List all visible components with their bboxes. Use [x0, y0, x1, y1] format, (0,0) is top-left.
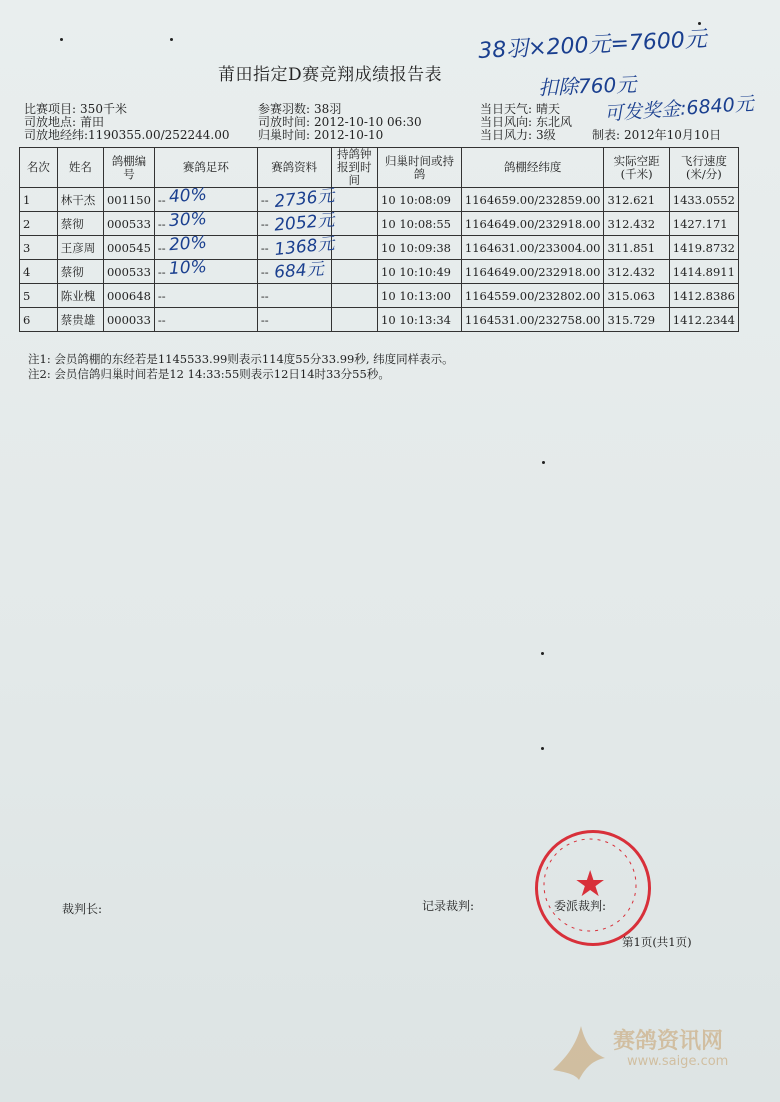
- info-value: 38羽: [314, 102, 342, 116]
- document-title: 莆田指定D赛竞翔成绩报告表: [218, 65, 443, 85]
- cell-ring: [154, 308, 257, 332]
- info-value: 东北风: [536, 115, 573, 129]
- cell-distance: 315.729: [604, 308, 669, 332]
- info-label: 制表:: [592, 128, 621, 142]
- assigned-referee-label: 委派裁判:: [554, 899, 607, 913]
- handwritten-prize-amount: 1368元: [273, 233, 336, 261]
- info-value: 莆田: [80, 115, 105, 129]
- info-label: 司放时间:: [258, 115, 311, 129]
- info-wind-force: [480, 128, 556, 142]
- note-2: 注2: 会员信鸽归巢时间若是12 14:33:55则表示12日14时33分55秒。: [28, 367, 390, 381]
- info-dash: --: [260, 240, 269, 255]
- cell-loft-coords: 1164631.00/233004.00: [461, 236, 604, 260]
- ring-dash: --: [157, 192, 166, 207]
- info-label: 参赛羽数:: [258, 102, 311, 116]
- scan-speck: [541, 652, 544, 655]
- table-header-row: [20, 148, 739, 188]
- ring-dash: --: [157, 216, 166, 231]
- info-return-time: [258, 128, 383, 142]
- info-label: 归巢时间:: [258, 128, 311, 142]
- results-table: [19, 147, 739, 332]
- ring-dash: --: [157, 312, 166, 327]
- info-entries: [258, 102, 341, 116]
- info-wind-direction: [480, 115, 572, 129]
- info-value: 3级: [536, 128, 556, 142]
- info-value: 晴天: [536, 102, 561, 116]
- cell-distance: 315.063: [604, 284, 669, 308]
- table-row: [20, 308, 739, 332]
- info-value: 2012-10-10 06:30: [314, 115, 422, 129]
- info-value: 2012年10月10日: [624, 128, 722, 142]
- note-1: 注1: 会员鸽棚的东经若是1145533.99则表示114度55分33.99秒, 纬度同样表示。: [28, 352, 454, 366]
- cell-rank: 2: [20, 212, 58, 236]
- cell-ring: [154, 257, 257, 284]
- record-referee-label: 记录裁判:: [422, 899, 475, 913]
- scan-speck: [541, 747, 544, 750]
- ring-dash: --: [157, 288, 166, 303]
- info-release-coords: [24, 128, 230, 142]
- cell-loft: 000545: [103, 236, 154, 260]
- info-dash: --: [260, 312, 269, 327]
- cell-return-time: 10 10:08:09: [378, 188, 462, 212]
- pigeon-logo-icon: [545, 1018, 615, 1088]
- info-release-time: [258, 115, 422, 129]
- cell-loft-coords: 1164649.00/232918.00: [461, 212, 604, 236]
- info-value: 1190355.00/252244.00: [88, 128, 230, 142]
- info-label: 司放地点:: [24, 115, 77, 129]
- site-watermark: [545, 1018, 765, 1088]
- info-weather: [480, 102, 560, 116]
- cell-speed: 1419.8732: [669, 236, 738, 260]
- info-dash: --: [260, 216, 269, 231]
- info-label: 当日风力:: [480, 128, 533, 142]
- cell-clock-report: [331, 260, 378, 284]
- ring-dash: --: [157, 264, 166, 279]
- col-header-distance: 实际空距(千米): [604, 148, 669, 188]
- handwritten-prize-amount: 684元: [273, 259, 325, 283]
- cell-ring: [154, 232, 257, 260]
- info-release-place: [24, 115, 104, 129]
- cell-loft-coords: 1164559.00/232802.00: [461, 284, 604, 308]
- table-row: [20, 236, 739, 260]
- watermark-url: www.saige.com: [627, 1054, 729, 1069]
- cell-loft: 000533: [103, 260, 154, 284]
- scan-speck: [698, 22, 701, 25]
- col-header-name: 姓名: [57, 148, 103, 188]
- cell-info: [257, 308, 331, 332]
- table-row: [20, 284, 739, 308]
- cell-loft: 001150: [103, 188, 154, 212]
- cell-name: 陈业槐: [57, 284, 103, 308]
- info-value: 350千米: [80, 102, 127, 116]
- info-label: 当日风向:: [480, 115, 533, 129]
- handwritten-percent: 10%: [168, 257, 208, 279]
- cell-name: 蔡彻: [57, 212, 103, 236]
- handwritten-prize-amount: 2052元: [273, 210, 336, 236]
- table-row: [20, 260, 739, 284]
- cell-speed: 1412.2344: [669, 308, 738, 332]
- scan-speck: [60, 38, 63, 41]
- cell-return-time: 10 10:13:00: [378, 284, 462, 308]
- scan-speck: [542, 461, 545, 464]
- cell-clock-report: [331, 236, 378, 260]
- handwritten-percent: 40%: [168, 184, 208, 208]
- cell-distance: 312.432: [604, 260, 669, 284]
- col-header-speed: 飞行速度(米/分): [669, 148, 738, 188]
- info-dash: --: [260, 192, 269, 207]
- cell-speed: 1433.0552: [669, 188, 738, 212]
- cell-distance: 312.432: [604, 212, 669, 236]
- ring-dash: --: [157, 240, 166, 255]
- page-number: 第1页(共1页): [622, 935, 692, 949]
- cell-rank: 4: [20, 260, 58, 284]
- col-header-info: 赛鸽资料: [257, 148, 331, 188]
- col-header-return: 归巢时间或持鸽: [378, 148, 462, 188]
- cell-distance: 311.851: [604, 236, 669, 260]
- cell-loft-coords: 1164531.00/232758.00: [461, 308, 604, 332]
- col-header-ring: 赛鸽足环: [154, 148, 257, 188]
- cell-return-time: 10 10:09:38: [378, 236, 462, 260]
- cell-clock-report: [331, 308, 378, 332]
- handwritten-percent: 20%: [168, 232, 208, 256]
- info-label: 当日天气:: [480, 102, 533, 116]
- info-prepared-date: [592, 128, 721, 142]
- info-label: 司放地经纬:: [24, 128, 89, 142]
- cell-rank: 1: [20, 188, 58, 212]
- cell-rank: 5: [20, 284, 58, 308]
- cell-loft-coords: 1164659.00/232859.00: [461, 188, 604, 212]
- table-row: [20, 188, 739, 212]
- cell-distance: 312.621: [604, 188, 669, 212]
- cell-name: 蔡彻: [57, 260, 103, 284]
- scan-speck: [170, 38, 173, 41]
- cell-return-time: 10 10:13:34: [378, 308, 462, 332]
- info-dash: --: [260, 288, 269, 303]
- handwritten-total: 38羽×200元=7600元: [477, 27, 708, 64]
- cell-speed: 1427.171: [669, 212, 738, 236]
- info-value: 2012-10-10: [314, 128, 384, 142]
- cell-loft: 000533: [103, 212, 154, 236]
- handwritten-prize-amount: 2736元: [273, 185, 336, 213]
- cell-name: 蔡贵雄: [57, 308, 103, 332]
- col-header-clock: 持鸽钟报到时间: [331, 148, 378, 188]
- cell-info: [257, 260, 331, 284]
- cell-ring: [154, 184, 257, 212]
- watermark-text: 赛鸽资讯网: [613, 1029, 724, 1054]
- handwritten-percent: 30%: [168, 209, 208, 231]
- col-header-loft: 鸽棚编号: [103, 148, 154, 188]
- table-row: [20, 212, 739, 236]
- handwritten-prize: 可发奖金:6840元: [603, 92, 755, 126]
- cell-rank: 3: [20, 236, 58, 260]
- cell-name: 王彦周: [57, 236, 103, 260]
- cell-speed: 1412.8386: [669, 284, 738, 308]
- handwritten-deduction: 扣除760元: [537, 72, 637, 100]
- cell-loft: 000648: [103, 284, 154, 308]
- cell-speed: 1414.8911: [669, 260, 738, 284]
- cell-clock-report: [331, 188, 378, 212]
- cell-info: [257, 284, 331, 308]
- cell-clock-report: [331, 212, 378, 236]
- cell-name: 林干杰: [57, 188, 103, 212]
- cell-return-time: 10 10:08:55: [378, 212, 462, 236]
- info-race-item: [24, 102, 127, 116]
- cell-return-time: 10 10:10:49: [378, 260, 462, 284]
- col-header-rank: 名次: [20, 148, 58, 188]
- chief-referee-label: 裁判长:: [62, 902, 103, 916]
- seal-star-icon: ★: [574, 864, 607, 905]
- cell-loft-coords: 1164649.00/232918.00: [461, 260, 604, 284]
- col-header-coords: 鸽棚经纬度: [461, 148, 604, 188]
- cell-clock-report: [331, 284, 378, 308]
- cell-rank: 6: [20, 308, 58, 332]
- official-seal-stamp: [535, 830, 651, 946]
- info-dash: --: [260, 264, 269, 279]
- cell-loft: 000033: [103, 308, 154, 332]
- cell-ring: [154, 284, 257, 308]
- info-label: 比赛项目:: [24, 102, 77, 116]
